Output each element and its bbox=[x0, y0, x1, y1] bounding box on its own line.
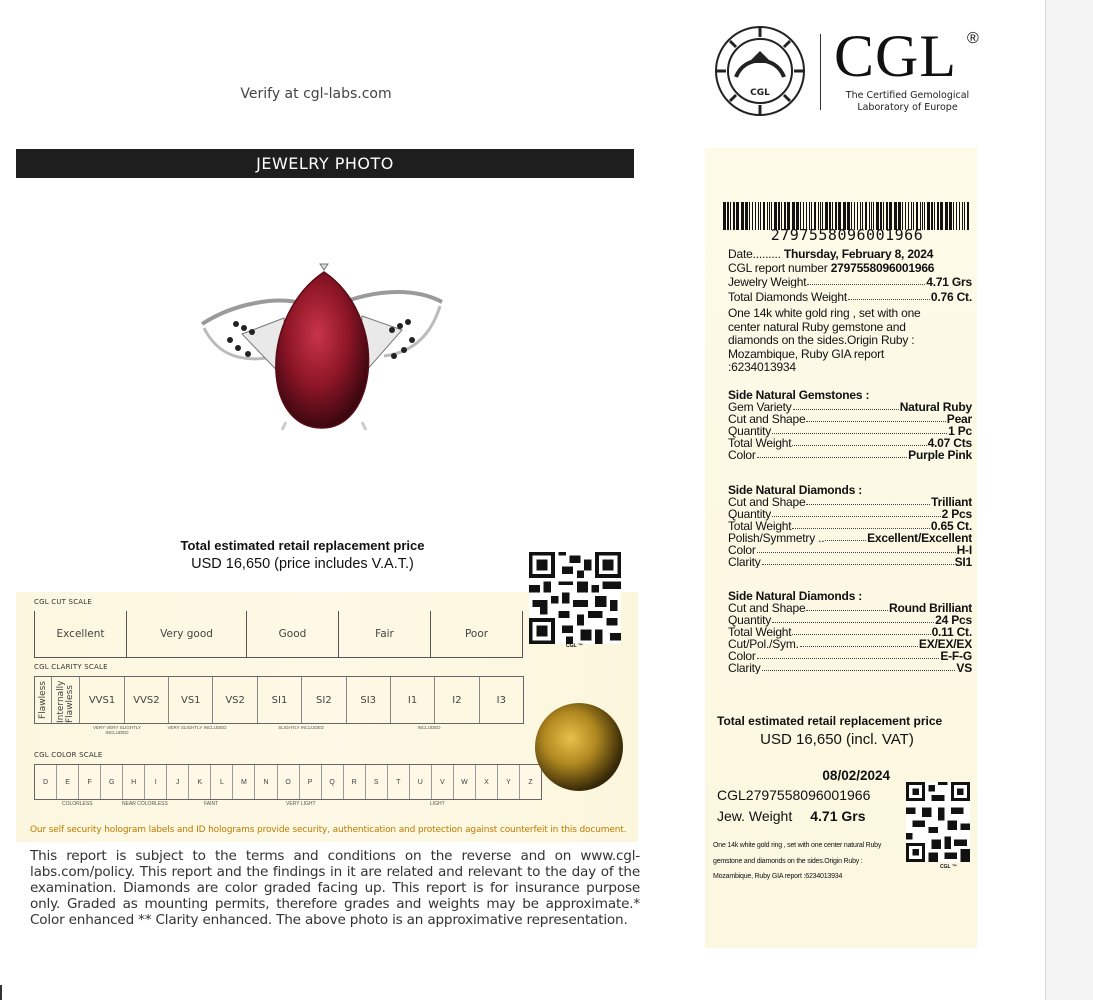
leader-dots bbox=[792, 626, 930, 635]
section-rows bbox=[728, 401, 972, 461]
ring-photo bbox=[196, 262, 446, 437]
clarity-note: VERY VERY SLIGHTLY INCLUDED bbox=[92, 725, 142, 735]
clarity-note: INCLUDED bbox=[417, 725, 441, 730]
spec-label: Quantity bbox=[728, 613, 772, 627]
color-grade: R bbox=[344, 765, 366, 799]
spec-label: Clarity bbox=[728, 555, 761, 568]
spec-value: H-I bbox=[956, 543, 972, 557]
spec-value: 4.07 Cts bbox=[927, 436, 972, 450]
leader-dots bbox=[806, 496, 930, 505]
cut-grade: Fair bbox=[339, 611, 431, 657]
spec-label: Cut and Shape bbox=[728, 601, 806, 615]
brand-subtitle-line: Laboratory of Europe bbox=[857, 102, 958, 113]
qr-code[interactable] bbox=[528, 552, 622, 644]
spec-row bbox=[728, 449, 972, 461]
spec-value: E-F-G bbox=[940, 649, 972, 663]
color-note: FAINT bbox=[204, 801, 219, 807]
section-rows bbox=[728, 602, 972, 674]
color-grade: F bbox=[79, 765, 101, 799]
report-number-label: CGL report number bbox=[728, 262, 828, 274]
color-grade: Y bbox=[498, 765, 520, 799]
section-title: Side Natural Diamonds : bbox=[728, 590, 863, 603]
color-note: COLORLESS bbox=[62, 801, 93, 807]
report-number-value: 2797558096001966 bbox=[830, 262, 935, 274]
clarity-grade: Internally Flawless bbox=[55, 680, 75, 723]
section-rows bbox=[728, 496, 972, 568]
clarity-grade: SI3 bbox=[347, 677, 391, 723]
registered-mark: ® bbox=[967, 30, 979, 47]
card-date: 08/02/2024 bbox=[822, 768, 890, 783]
spec-label: Total Weight bbox=[728, 519, 792, 533]
color-grade: L bbox=[211, 765, 233, 799]
date-label: Date......... bbox=[728, 248, 781, 260]
total-diamonds-value: 0.76 Ct. bbox=[930, 291, 972, 303]
spec-value: Purple Pink bbox=[908, 448, 972, 461]
description-line: diamonds on the sides.Origin Ruby : bbox=[728, 333, 915, 347]
jewelry-weight-label: Jewelry Weight bbox=[728, 276, 807, 288]
cut-grade: Good bbox=[247, 611, 339, 657]
spec-row bbox=[728, 544, 972, 556]
color-grade: G bbox=[101, 765, 123, 799]
date-value: Thursday, February 8, 2024 bbox=[783, 248, 934, 260]
spec-value: 0.65 Ct. bbox=[930, 519, 972, 533]
card-description: One 14k white gold ring , set with one center natural Ruby gemstone and diamonds on the sides.Origin Ruby : Mozambique, Ruby GIA report :6234013934 bbox=[713, 842, 882, 880]
clarity-grade: VVS1 bbox=[80, 677, 124, 723]
description-line: One 14k white gold ring , set with one bbox=[728, 307, 921, 320]
jewelry-weight-row bbox=[728, 276, 972, 288]
color-grade: T bbox=[388, 765, 410, 799]
leader-dots bbox=[772, 508, 941, 517]
leader-dots bbox=[772, 614, 934, 623]
color-grade: D bbox=[35, 765, 57, 799]
verify-url-text: Verify at cgl-labs.com bbox=[240, 86, 392, 102]
spec-value: 24 Pcs bbox=[935, 613, 972, 627]
description-line: center natural Ruby gemstone and bbox=[728, 319, 906, 334]
color-grade: E bbox=[57, 765, 79, 799]
spec-label: Gem Variety bbox=[728, 400, 792, 414]
spec-value: VS bbox=[956, 661, 972, 674]
section-title: Side Natural Gemstones : bbox=[728, 389, 870, 402]
section-title: Side Natural Diamonds : bbox=[728, 484, 863, 497]
spec-value: Natural Ruby bbox=[899, 400, 972, 414]
clarity-grade: Flawless bbox=[37, 681, 48, 719]
clarity-scale-title: CGL CLARITY SCALE bbox=[34, 663, 108, 671]
clarity-grade: VVS2 bbox=[125, 677, 169, 723]
logo-divider bbox=[820, 34, 821, 110]
spec-value: SI1 bbox=[954, 555, 972, 568]
spec-label: Color bbox=[728, 543, 756, 557]
color-grade: H bbox=[123, 765, 145, 799]
color-notes bbox=[34, 801, 540, 809]
spec-row bbox=[728, 532, 972, 544]
spec-label: Total Weight bbox=[728, 625, 792, 639]
price-value: USD 16,650 (price includes V.A.T.) bbox=[191, 556, 414, 572]
spec-label: Cut/Pol./Sym. bbox=[728, 637, 799, 651]
jewelry-photo-header: JEWELRY PHOTO bbox=[16, 149, 634, 178]
disclaimer-text: This report is subject to the terms and conditions on the reverse and on www.cgl-labs.com/policy. This report and the findings in it are related and relevant to the day of the examination. Diamonds are color graded facing up. This report is for insurance purpose only. Graded as mounting permits, therefore grades and weights may be approximate.* Color enhanced ** Clarity enhanced. The above photo is an approximative representation. bbox=[30, 848, 640, 928]
spec-value: Excellent/Excellent bbox=[867, 531, 972, 545]
barcode-number: 2797558096001966 bbox=[770, 226, 924, 244]
cgl-seal-logo bbox=[714, 25, 806, 117]
brand-name: CGL bbox=[834, 23, 957, 89]
leader-dots bbox=[757, 544, 956, 553]
report-number bbox=[728, 262, 972, 274]
spec-value: Round Brilliant bbox=[889, 601, 972, 615]
color-grade: X bbox=[476, 765, 498, 799]
card-weight-label: Jew. Weight bbox=[717, 808, 793, 824]
color-grade: I bbox=[145, 765, 167, 799]
clarity-grade: I2 bbox=[435, 677, 479, 723]
color-grade: V bbox=[432, 765, 454, 799]
spec-value: 2 Pcs bbox=[941, 507, 972, 521]
page-edge bbox=[1045, 0, 1093, 1000]
report-date bbox=[728, 248, 972, 260]
color-note: VERY LIGHT bbox=[286, 801, 316, 807]
card-weight bbox=[717, 808, 866, 824]
clarity-grade: SI2 bbox=[302, 677, 346, 723]
color-grade: J bbox=[167, 765, 189, 799]
color-note: NEAR COLORLESS bbox=[122, 801, 168, 807]
gemstones-section bbox=[728, 389, 972, 461]
leader-dots bbox=[757, 449, 907, 458]
leader-dots bbox=[762, 556, 954, 565]
clarity-note: VERY SLIGHTLY INCLUDED bbox=[167, 725, 227, 730]
color-scale bbox=[34, 764, 542, 800]
description-line: Mozambique, Ruby GIA report bbox=[728, 346, 885, 361]
clarity-grade: I1 bbox=[391, 677, 435, 723]
color-grade: M bbox=[233, 765, 255, 799]
clarity-grade: VS1 bbox=[169, 677, 213, 723]
diamonds-section-2 bbox=[728, 590, 972, 674]
page-corner-mark bbox=[0, 985, 2, 1000]
leader-dots bbox=[800, 638, 918, 647]
spec-label: Total Weight bbox=[728, 436, 792, 450]
color-grade: K bbox=[189, 765, 211, 799]
security-note: Our self security hologram labels and ID holograms provide security, authentication and protection against counterfeit in this document. bbox=[30, 825, 627, 835]
clarity-notes bbox=[34, 725, 522, 737]
color-scale-title: CGL COLOR SCALE bbox=[34, 751, 103, 759]
report-description bbox=[728, 307, 972, 375]
spec-label: Clarity bbox=[728, 661, 761, 674]
color-grade: N bbox=[255, 765, 277, 799]
color-grade: W bbox=[454, 765, 476, 799]
spec-label: Polish/Symmetry .. bbox=[728, 531, 825, 545]
spec-label: Cut and Shape bbox=[728, 412, 806, 426]
diamonds-section-1 bbox=[728, 484, 972, 568]
color-grade: S bbox=[366, 765, 388, 799]
spec-label: Quantity bbox=[728, 424, 772, 438]
color-grade: O bbox=[278, 765, 300, 799]
spec-row bbox=[728, 638, 972, 650]
clarity-note: SLIGHTLY INCLUDED bbox=[278, 725, 324, 730]
color-grade: Q bbox=[322, 765, 344, 799]
cut-scale-title: CGL CUT SCALE bbox=[34, 598, 92, 606]
cut-scale bbox=[34, 611, 523, 658]
color-note: LIGHT bbox=[430, 801, 445, 807]
spec-row bbox=[728, 556, 972, 568]
total-diamonds-row bbox=[728, 291, 972, 303]
clarity-scale bbox=[34, 676, 524, 724]
spec-label: Cut and Shape bbox=[728, 495, 806, 509]
spec-label: Color bbox=[728, 448, 756, 461]
cut-grade: Poor bbox=[431, 611, 523, 657]
clarity-grade: VS2 bbox=[213, 677, 257, 723]
spec-row bbox=[728, 650, 972, 662]
cut-grade: Excellent bbox=[35, 611, 127, 657]
spec-row bbox=[728, 662, 972, 674]
leader-dots bbox=[806, 602, 888, 611]
leader-dots bbox=[792, 520, 929, 529]
color-grade: P bbox=[300, 765, 322, 799]
card-qr-trademark: CGL ™ bbox=[940, 864, 957, 870]
description-line: :6234013934 bbox=[728, 360, 796, 374]
leader-dots bbox=[793, 401, 899, 410]
spec-value: EX/EX/EX bbox=[918, 637, 972, 651]
spec-value: Pear bbox=[946, 412, 972, 426]
leader-dots bbox=[806, 413, 945, 422]
total-price-title: Total estimated retail replacement price bbox=[717, 714, 943, 728]
cut-grade: Very good bbox=[127, 611, 247, 657]
leader-dots bbox=[757, 650, 940, 659]
leader-dots bbox=[792, 437, 926, 446]
leader-dots bbox=[772, 425, 947, 434]
spec-value: 0.11 Ct. bbox=[931, 625, 972, 639]
total-diamonds-label: Total Diamonds Weight bbox=[728, 291, 847, 303]
spec-value: 1 Pc bbox=[948, 424, 972, 438]
qr-trademark: CGL ™ bbox=[566, 643, 583, 649]
leader-dots bbox=[825, 532, 866, 541]
spec-label: Quantity bbox=[728, 507, 772, 521]
total-price-value: USD 16,650 (incl. VAT) bbox=[760, 731, 914, 748]
brand-subtitle bbox=[830, 90, 985, 114]
card-qr-code[interactable] bbox=[906, 782, 970, 862]
leader-dots bbox=[762, 662, 956, 671]
security-hologram bbox=[535, 703, 623, 791]
seal-text: CGL bbox=[750, 88, 770, 98]
card-weight-value: 4.71 Grs bbox=[810, 808, 866, 824]
brand-subtitle-line: The Certified Gemological bbox=[845, 90, 970, 101]
spec-label: Color bbox=[728, 649, 756, 663]
price-title: Total estimated retail replacement price bbox=[180, 538, 425, 553]
color-grade: U bbox=[410, 765, 432, 799]
color-grade: Z bbox=[528, 778, 533, 786]
clarity-grade: I3 bbox=[496, 694, 506, 706]
spec-value: Trilliant bbox=[931, 495, 972, 509]
jewelry-weight-value: 4.71 Grs bbox=[926, 276, 972, 288]
card-report-number: CGL2797558096001966 bbox=[717, 787, 871, 803]
clarity-grade: SI1 bbox=[258, 677, 302, 723]
